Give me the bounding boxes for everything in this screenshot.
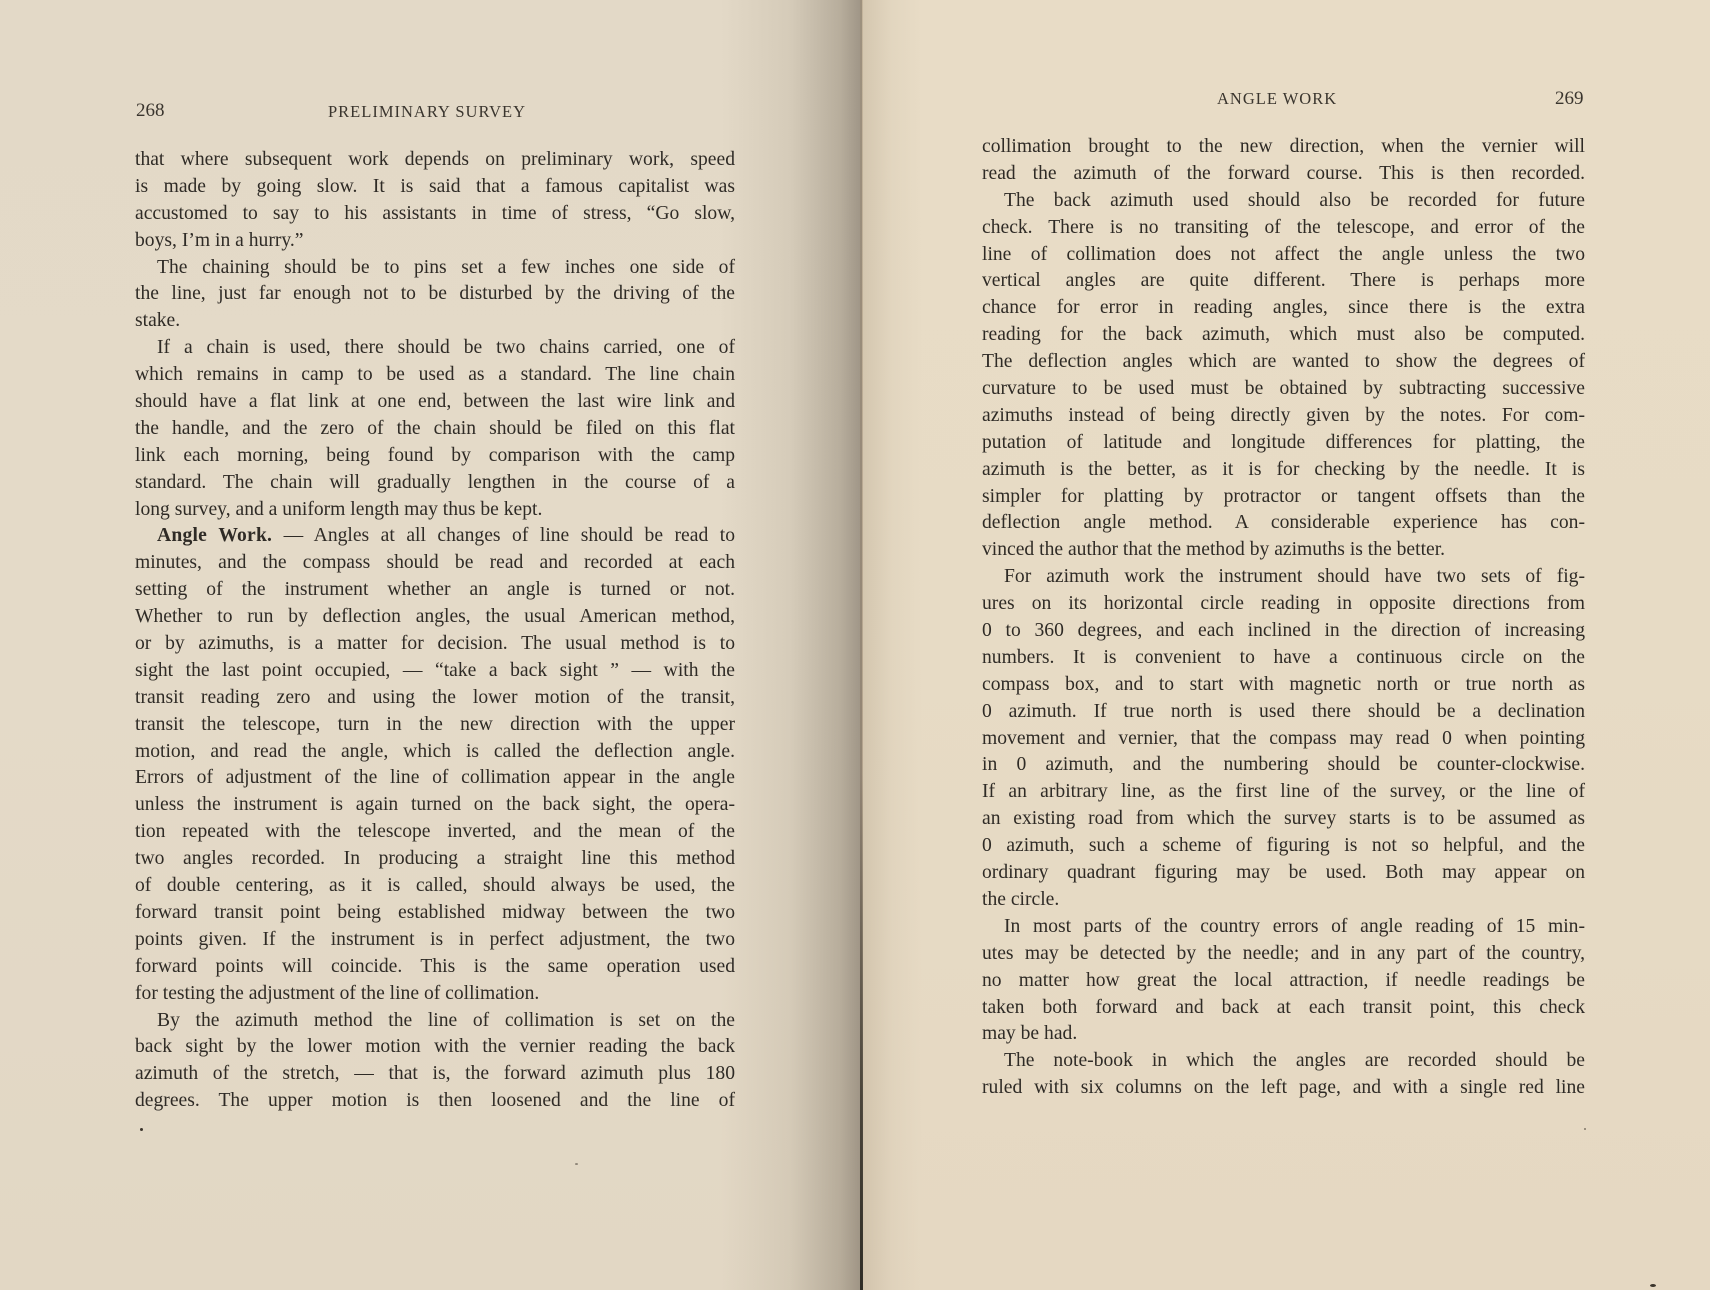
text-line — [135, 255, 735, 282]
text-line — [982, 564, 1585, 591]
text-line-content: no matter how great the local attraction, if needle readings be — [982, 969, 1585, 991]
text-line-content: back sight by the lower motion with the vernier reading the back — [135, 1036, 735, 1058]
text-line — [135, 389, 735, 416]
text-line — [982, 968, 1585, 995]
text-line — [135, 1034, 735, 1061]
text-line-content: stake. — [135, 310, 181, 332]
text-line-content: in 0 azimuth, and the numbering should be counter-clockwise. — [982, 754, 1585, 776]
text-line-content: forward points will coincide. This is the same operation used — [135, 955, 735, 977]
text-line-content: The deflection angles which are wanted to show the degrees of — [982, 351, 1585, 373]
text-line — [982, 403, 1585, 430]
text-line — [982, 941, 1585, 968]
text-line — [982, 134, 1585, 161]
text-line — [135, 362, 735, 389]
text-line-content: that where subsequent work depends on preliminary work, speed — [135, 149, 735, 170]
text-line — [982, 887, 1585, 914]
text-line-content: simpler for platting by protractor or tangent offsets than the — [982, 485, 1585, 507]
text-line — [135, 685, 735, 712]
text-line-content: For azimuth work the instrument should have two sets of fig- — [1004, 566, 1585, 588]
text-line-content: transit reading zero and using the lower motion of the transit, — [135, 686, 735, 708]
paper-speck — [575, 1163, 578, 1165]
text-line — [135, 765, 735, 792]
text-line — [135, 550, 735, 577]
text-line — [135, 1008, 735, 1035]
text-line-content: long survey, and a uniform length may thus be kept. — [135, 498, 543, 520]
text-line — [982, 752, 1585, 779]
text-line — [135, 577, 735, 604]
text-line — [135, 201, 735, 228]
text-line — [982, 161, 1585, 188]
text-line-content: collimation brought to the new direction, when the vernier will — [982, 136, 1585, 157]
text-line-content: Whether to run by deflection angles, the usual American method, — [135, 606, 735, 628]
text-line-content: If a chain is used, there should be two chains carried, one of — [157, 337, 735, 359]
text-line — [135, 335, 735, 362]
text-line-content: azimuth is the better, as it is for checking by the needle. It is — [982, 458, 1585, 480]
text-line-content: By the azimuth method the line of collimation is set on the — [157, 1009, 735, 1031]
text-line-content: The note-book in which the angles are recorded should be — [1004, 1050, 1585, 1072]
text-line — [982, 1048, 1585, 1075]
text-line — [982, 726, 1585, 753]
text-line — [135, 497, 735, 524]
text-line — [982, 672, 1585, 699]
text-line — [982, 295, 1585, 322]
text-line-content: The back azimuth used should also be recorded for future — [1004, 189, 1585, 211]
text-line-content: ordinary quadrant figuring may be used. Both may appear on — [982, 862, 1585, 884]
text-line — [982, 806, 1585, 833]
text-line — [982, 484, 1585, 511]
text-line-content: taken both forward and back at each transit point, this check — [982, 996, 1585, 1018]
text-line — [982, 995, 1585, 1022]
text-line-content: forward transit point being established midway between the two — [135, 901, 735, 923]
text-line — [982, 457, 1585, 484]
text-line-content: line of collimation does not affect the angle unless the two — [982, 243, 1585, 265]
text-line-content: — Angles at all changes of line should be read to — [272, 525, 735, 547]
text-line — [135, 873, 735, 900]
text-line-content: degrees. The upper motion is then loosened and the line of — [135, 1090, 735, 1112]
text-line — [135, 954, 735, 981]
text-line-content: movement and vernier, that the compass may read 0 when pointing — [982, 727, 1585, 749]
paper-speck — [1584, 1128, 1586, 1130]
text-line-content: standard. The chain will gradually lengthen in the course of a — [135, 471, 735, 493]
text-line-content: numbers. It is convenient to have a continuous circle on the — [982, 646, 1585, 668]
text-line-content: The chaining should be to pins set a few inches one side of — [157, 256, 735, 278]
text-line-content: vertical angles are quite different. There is perhaps more — [982, 270, 1585, 292]
text-line — [135, 739, 735, 766]
text-line-content: azimuth of the stretch, — that is, the forward azimuth plus 180 — [135, 1063, 735, 1085]
text-line-content: sight the last point occupied, — “take a back sight ” — with the — [135, 659, 735, 681]
text-line-content: curvature to be used must be obtained by subtracting successive — [982, 378, 1585, 400]
text-line-content: 0 azimuth. If true north is used there should be a declination — [982, 700, 1585, 722]
text-line — [982, 322, 1585, 349]
text-line-content: If an arbitrary line, as the first line of the survey, or the line of — [982, 781, 1585, 803]
text-line-content: tion repeated with the telescope inverted, and the mean of the — [135, 821, 735, 843]
text-line-content: check. There is no transiting of the telescope, and error of the — [982, 216, 1585, 238]
text-line — [135, 846, 735, 873]
text-line-content: unless the instrument is again turned on the back sight, the opera- — [135, 794, 735, 816]
right-page — [862, 0, 1710, 1290]
text-line-content: azimuths instead of being directly given by the notes. For com- — [982, 404, 1585, 426]
text-line-content: boys, I’m in a hurry.” — [135, 229, 304, 251]
text-line-content: for testing the adjustment of the line of collimation. — [135, 982, 540, 1004]
book-gutter — [860, 0, 863, 1290]
text-line — [135, 308, 735, 335]
text-line — [135, 523, 735, 550]
text-line — [982, 268, 1585, 295]
text-line — [135, 1061, 735, 1088]
text-line — [982, 591, 1585, 618]
text-line-content: points given. If the instrument is in perfect adjustment, the two — [135, 928, 735, 950]
paper-speck — [1650, 1284, 1656, 1287]
text-line-content: 0 azimuth, such a scheme of figuring is not so helpful, and the — [982, 835, 1585, 857]
paper-speck — [140, 1128, 143, 1131]
right-page-body — [982, 134, 1585, 1102]
text-line — [135, 281, 735, 308]
text-line — [982, 1021, 1585, 1048]
text-line-content: putation of latitude and longitude differences for platting, the — [982, 431, 1585, 453]
section-heading-inline: Angle Work. — [157, 525, 273, 547]
text-line — [135, 631, 735, 658]
text-line — [982, 1075, 1585, 1102]
text-line — [982, 188, 1585, 215]
text-line-content: In most parts of the country errors of angle reading of 15 min- — [1004, 915, 1585, 937]
page-number-left: 268 — [136, 100, 165, 121]
text-line-content: two angles recorded. In producing a straight line this method — [135, 848, 735, 870]
text-line — [135, 792, 735, 819]
running-head-right: ANGLE WORK — [1217, 89, 1338, 108]
text-line — [982, 914, 1585, 941]
text-line — [135, 927, 735, 954]
text-line — [982, 349, 1585, 376]
text-line-content: compass box, and to start with magnetic north or true north as — [982, 673, 1585, 695]
text-line — [982, 510, 1585, 537]
running-head-left: PRELIMINARY SURVEY — [328, 102, 527, 121]
text-line-content: an existing road from which the survey starts is to be assumed as — [982, 808, 1585, 830]
text-line — [982, 645, 1585, 672]
text-line-content: or by azimuths, is a matter for decision. The usual method is to — [135, 633, 735, 655]
text-line-content: the handle, and the zero of the chain should be filed on this flat — [135, 417, 735, 439]
text-line — [135, 147, 735, 174]
text-line — [135, 443, 735, 470]
text-line-content: transit the telescope, turn in the new direction with the upper — [135, 713, 735, 735]
text-line-content: should have a flat link at one end, between the last wire link and — [135, 391, 735, 413]
text-line-content: read the azimuth of the forward course. This is then recorded. — [982, 162, 1585, 184]
text-line-content: utes may be detected by the needle; and in any part of the country, — [982, 942, 1585, 964]
text-line-content: setting of the instrument whether an angle is turned or not. — [135, 579, 735, 601]
text-line — [135, 658, 735, 685]
text-line-content: of double centering, as it is called, should always be used, the — [135, 875, 735, 897]
text-line-content: deflection angle method. A considerable experience has con- — [982, 512, 1585, 534]
text-line — [982, 376, 1585, 403]
text-line — [135, 416, 735, 443]
text-line-content: may be had. — [982, 1023, 1078, 1045]
page-number-right: 269 — [1555, 88, 1584, 109]
text-line-content: 0 to 360 degrees, and each inclined in the direction of increasing — [982, 620, 1585, 642]
text-line — [982, 779, 1585, 806]
text-line-content: Errors of adjustment of the line of collimation appear in the angle — [135, 767, 735, 789]
text-line-content: minutes, and the compass should be read and recorded at each — [135, 552, 735, 574]
text-line — [135, 174, 735, 201]
text-line-content: vinced the author that the method by azimuths is the better. — [982, 539, 1446, 561]
text-line — [982, 860, 1585, 887]
text-line — [135, 819, 735, 846]
text-line — [982, 833, 1585, 860]
text-line-content: accustomed to say to his assistants in time of stress, “Go slow, — [135, 202, 735, 224]
text-line — [982, 618, 1585, 645]
text-line — [982, 699, 1585, 726]
text-line-content: is made by going slow. It is said that a famous capitalist was — [135, 175, 735, 197]
text-line — [982, 537, 1585, 564]
text-line — [135, 228, 735, 255]
text-line-content: ures on its horizontal circle reading in opposite directions from — [982, 593, 1585, 615]
text-line-content: motion, and read the angle, which is called the deflection angle. — [135, 740, 735, 762]
text-line — [135, 604, 735, 631]
text-line — [135, 470, 735, 497]
text-line-content: the line, just far enough not to be disturbed by the driving of the — [135, 283, 735, 305]
text-line-content: link each morning, being found by comparison with the camp — [135, 444, 735, 466]
text-line — [982, 215, 1585, 242]
text-line-content: the circle. — [982, 888, 1060, 910]
text-line — [135, 712, 735, 739]
text-line-content: ruled with six columns on the left page, and with a single red line — [982, 1077, 1585, 1099]
text-line — [982, 242, 1585, 269]
text-line-content: which remains in camp to be used as a standard. The line chain — [135, 364, 735, 386]
text-line — [135, 1088, 735, 1115]
text-line-content: reading for the back azimuth, which must also be computed. — [982, 324, 1585, 346]
text-line — [135, 900, 735, 927]
left-page-body — [135, 147, 735, 1115]
text-line — [135, 981, 735, 1008]
text-line — [982, 430, 1585, 457]
text-line-content: chance for error in reading angles, since there is the extra — [982, 297, 1585, 319]
